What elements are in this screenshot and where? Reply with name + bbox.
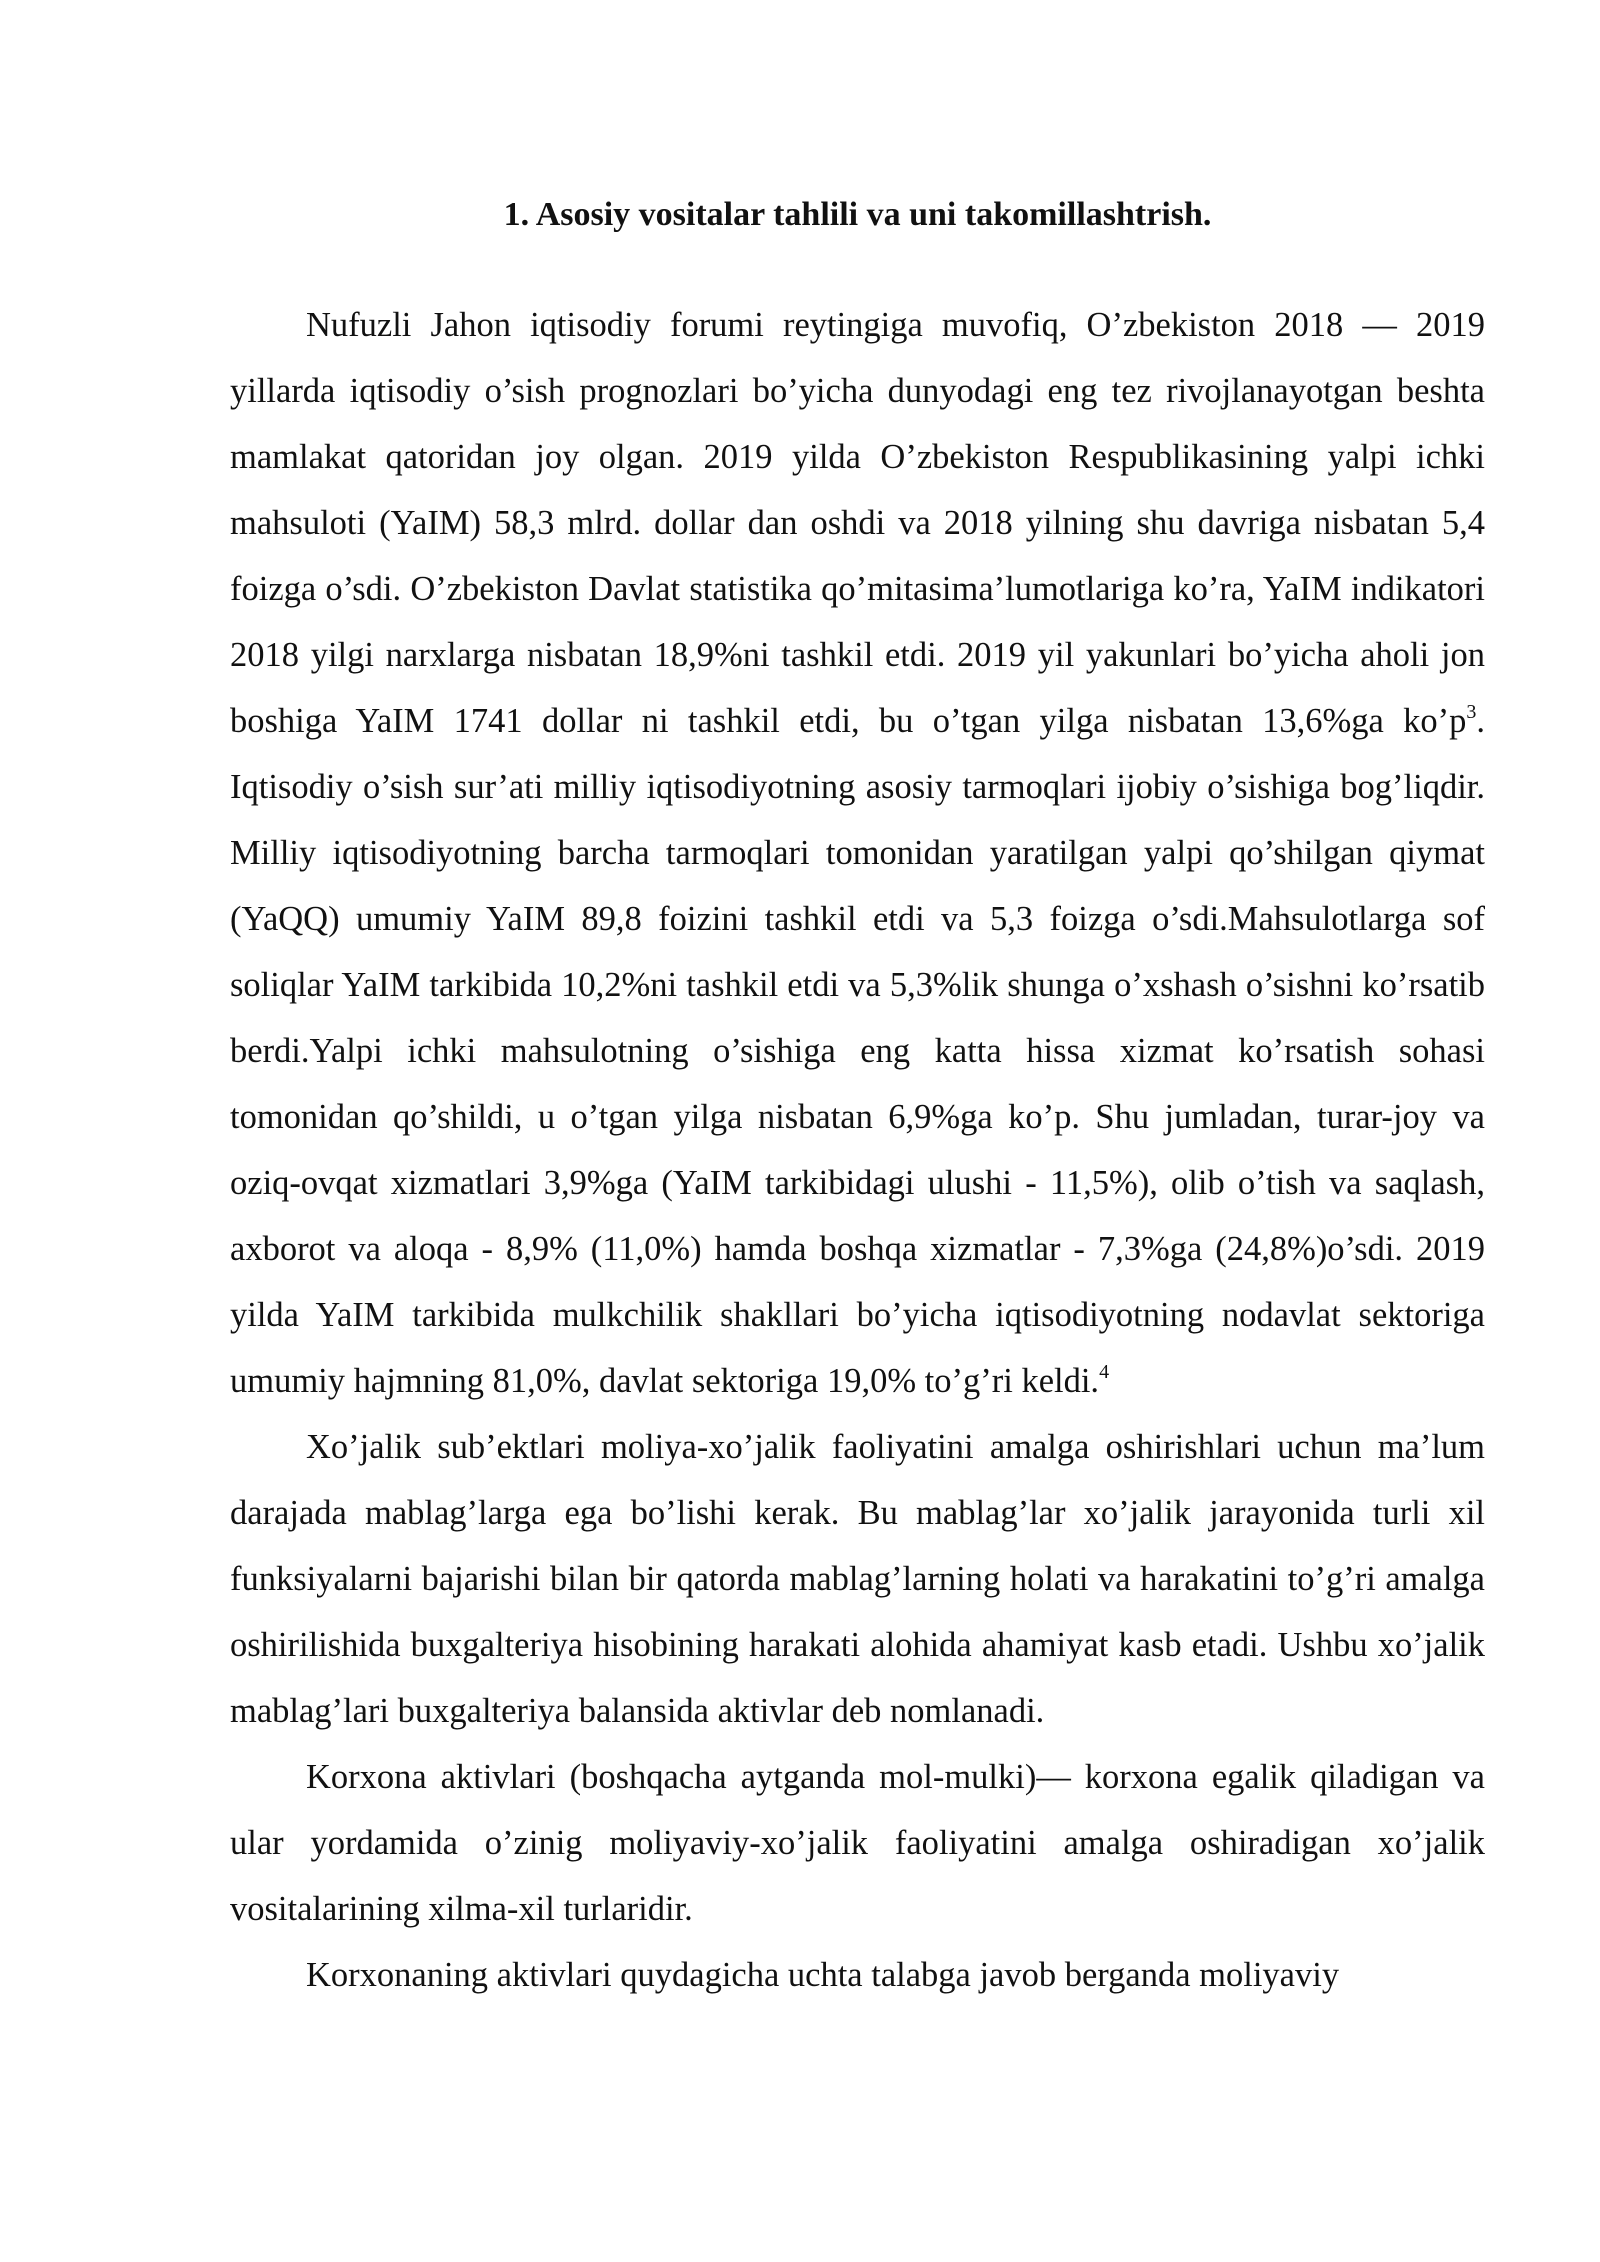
paragraph-text: Nufuzli Jahon iqtisodiy forumi reytingiga muvofiq, O’zbekiston 2018 — 2019 yillarda iqtisodiy o’sish prognozlari bo’yicha dunyodagi eng tez rivojlanayotgan beshta mamlakat qatoridan joy olgan. 2019 yilda O’zbekiston Respublikasining yalpi ichki mahsuloti (YaIM) 58,3 mlrd. dollar dan oshdi va 2018 yilning shu davriga nisbatan 5,4 foizga o’sdi. O’zbekiston Davlat statistika qo’mitasima’lumotlariga ko’ra, YaIM indikatori 2018 yilgi narxlarga nisbatan 18,9%ni tashkil etdi. 2019 yil yakunlari bo’yicha aholi jon boshiga YaIM 1741 dollar ni tashkil etdi, bu o’tgan yilga nisbatan 13,6%ga ko’p — [230, 306, 1485, 740]
footnote-marker[interactable]: 4 — [1099, 1361, 1110, 1383]
paragraph-enterprise-assets: Korxona aktivlari (boshqacha aytganda mol-mulki)— korxona egalik qiladigan va ular yordamida o’zinig moliyaviy-xo’jalik faoliyatini amalga oshiradigan xo’jalik vositalarining xilma-xil turlaridir. — [230, 1758, 1485, 1928]
paragraph-economic-growth — [230, 292, 1485, 1414]
section-heading: 1. Asosiy vositalar tahlili va uni takomillashtrish. — [503, 196, 1212, 233]
body-text — [230, 292, 1485, 2008]
paragraph-asset-requirements: Korxonaning aktivlari quydagicha uchta talabga javob berganda moliyaviy — [306, 1956, 1340, 1994]
paragraph-text: . Iqtisodiy o’sish sur’ati milliy iqtisodiyotning asosiy tarmoqlari ijobiy o’sishiga bog’liqdir. Milliy iqtisodiyotning barcha tarmoqlari tomonidan yaratilgan yalpi qo’shilgan qiymat (YaQQ) umumiy YaIM 89,8 foizini tashkil etdi va 5,3 foizga o’sdi.Mahsulotlarga sof soliqlar YaIM tarkibida 10,2%ni tashkil etdi va 5,3%lik shunga o’xshash o’sishni ko’rsatib berdi.Yalpi ichki mahsulotning o’sishiga eng katta hissa xizmat ko’rsatish sohasi tomonidan qo’shildi, u o’tgan yilga nisbatan 6,9%ga ko’p. Shu jumladan, turar-joy va oziq-ovqat xizmatlari 3,9%ga (YaIM tarkibidagi ulushi - 11,5%), olib o’tish va saqlash, axborot va aloqa - 8,9% (11,0%) hamda boshqa xizmatlar - 7,3%ga (24,8%)o’sdi. 2019 yilda YaIM tarkibida mulkchilik shakllari bo’yicha iqtisodiyotning nodavlat sektoriga umumiy hajmning 81,0%, davlat sektoriga 19,0% to’g’ri keldi. — [230, 702, 1485, 1400]
footnote-marker[interactable]: 3 — [1466, 701, 1477, 723]
paragraph-enterprise-funds: Xo’jalik sub’ektlari moliya-xo’jalik faoliyatini amalga oshirishlari uchun ma’lum darajada mablag’larga ega bo’lishi kerak. Bu mablag’lar xo’jalik jarayonida turli xil funksiyalarni bajarishi bilan bir qatorda mablag’larning holati va harakatini to’g’ri amalga oshirilishida buxgalteriya hisobining harakati alohida ahamiyat kasb etadi. Ushbu xo’jalik mablag’lari buxgalteriya balansida aktivlar deb nomlanadi. — [230, 1428, 1485, 1730]
